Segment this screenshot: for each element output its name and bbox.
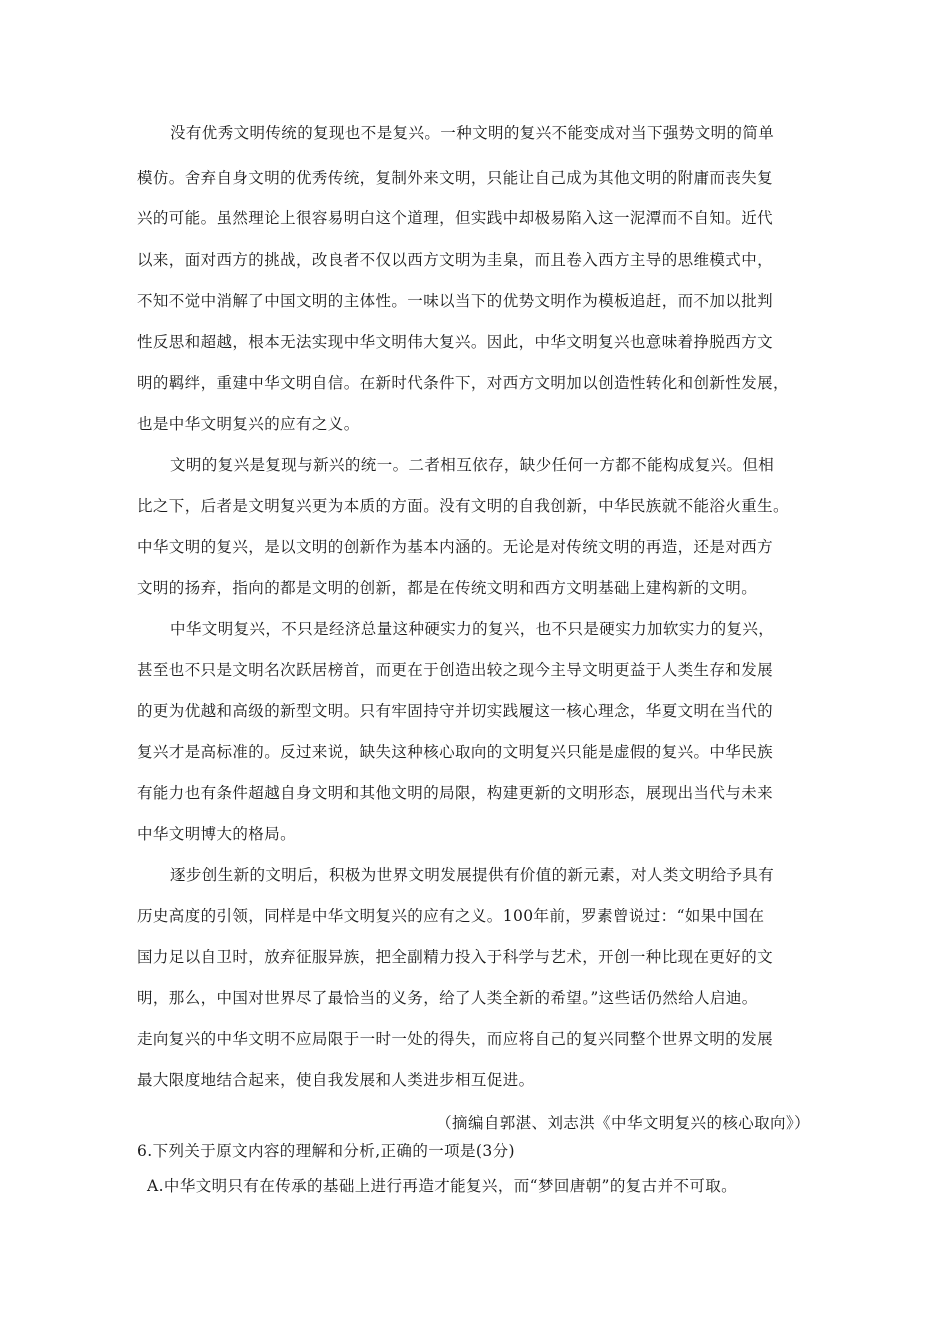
text-line: 比之下，后者是文明复兴更为本质的方面。没有文明的自我创新，中华民族就不能浴火重生。	[137, 497, 789, 515]
text-line: 的更为优越和高级的新型文明。只有牢固持守并切实践履这一核心理念，华夏文明在当代的	[137, 702, 774, 720]
question-stem: 6.下列关于原文内容的理解和分析,正确的一项是(3分)	[137, 1142, 515, 1160]
text-line: 兴的可能。虽然理论上很容易明白这个道理，但实践中却极易陷入这一泥潭而不自知。近代	[137, 209, 774, 227]
text-line: 没有优秀文明传统的复现也不是复兴。一种文明的复兴不能变成对当下强势文明的简单	[170, 124, 775, 142]
text-line: 性反思和超越，根本无法实现中华文明伟大复兴。因此，中华文明复兴也意味着挣脱西方文	[137, 333, 774, 351]
text-line: 国力足以自卫时，放弃征服异族，把全副精力投入于科学与艺术，开创一种比现在更好的文	[137, 948, 774, 966]
article-source: （摘编自郭湛、刘志洪《中华文明复兴的核心取向》）	[436, 1114, 810, 1132]
text-line: 模仿。舍弃自身文明的优秀传统，复制外来文明，只能让自己成为其他文明的附庸而丧失复	[137, 169, 774, 187]
text-line: 复兴才是高标准的。反过来说，缺失这种核心取向的文明复兴只能是虚假的复兴。中华民族	[137, 743, 774, 761]
text-line: 以来，面对西方的挑战，改良者不仅以西方文明为圭臬，而且卷入西方主导的思维模式中，	[137, 251, 774, 269]
text-line: 中华文明博大的格局。	[137, 825, 297, 843]
text-line: 有能力也有条件超越自身文明和其他文明的局限，构建更新的文明形态，展现出当代与未来	[137, 784, 774, 802]
option-a: A.中华文明只有在传承的基础上进行再造才能复兴，而“梦回唐朝”的复古并不可取。	[147, 1177, 738, 1195]
text-line: 逐步创生新的文明后，积极为世界文明发展提供有价值的新元素，对人类文明给予具有	[170, 866, 775, 884]
text-line: 明，那么，中国对世界尽了最恰当的义务，给了人类全新的希望。”这些话仍然给人启迪。	[137, 989, 758, 1007]
text-line: 中华文明的复兴，是以文明的创新作为基本内涵的。无论是对传统文明的再造，还是对西方	[137, 538, 774, 556]
text-line: 文明的扬弃，指向的都是文明的创新，都是在传统文明和西方文明基础上建构新的文明。	[137, 579, 758, 597]
text-line: 最大限度地结合起来，使自我发展和人类进步相互促进。	[137, 1071, 535, 1089]
text-line: 也是中华文明复兴的应有之义。	[137, 415, 360, 433]
text-line: 走向复兴的中华文明不应局限于一时一处的得失，而应将自己的复兴同整个世界文明的发展	[137, 1030, 774, 1048]
text-line: 中华文明复兴，不只是经济总量这种硬实力的复兴，也不只是硬实力加软实力的复兴，	[170, 620, 775, 638]
text-line: 不知不觉中消解了中国文明的主体性。一味以当下的优势文明作为模板追赶，而不加以批判	[137, 292, 774, 310]
text-line: 文明的复兴是复现与新兴的统一。二者相互依存，缺少任何一方都不能构成复兴。但相	[170, 456, 775, 474]
text-line: 甚至也不只是文明名次跃居榜首，而更在于创造出较之现今主导文明更益于人类生存和发展	[137, 661, 774, 679]
text-line: 明的羁绊，重建中华文明自信。在新时代条件下，对西方文明加以创造性转化和创新性发展，	[137, 374, 789, 392]
text-line: 历史高度的引领，同样是中华文明复兴的应有之义。100年前，罗素曾说过：“如果中国在	[137, 907, 765, 925]
